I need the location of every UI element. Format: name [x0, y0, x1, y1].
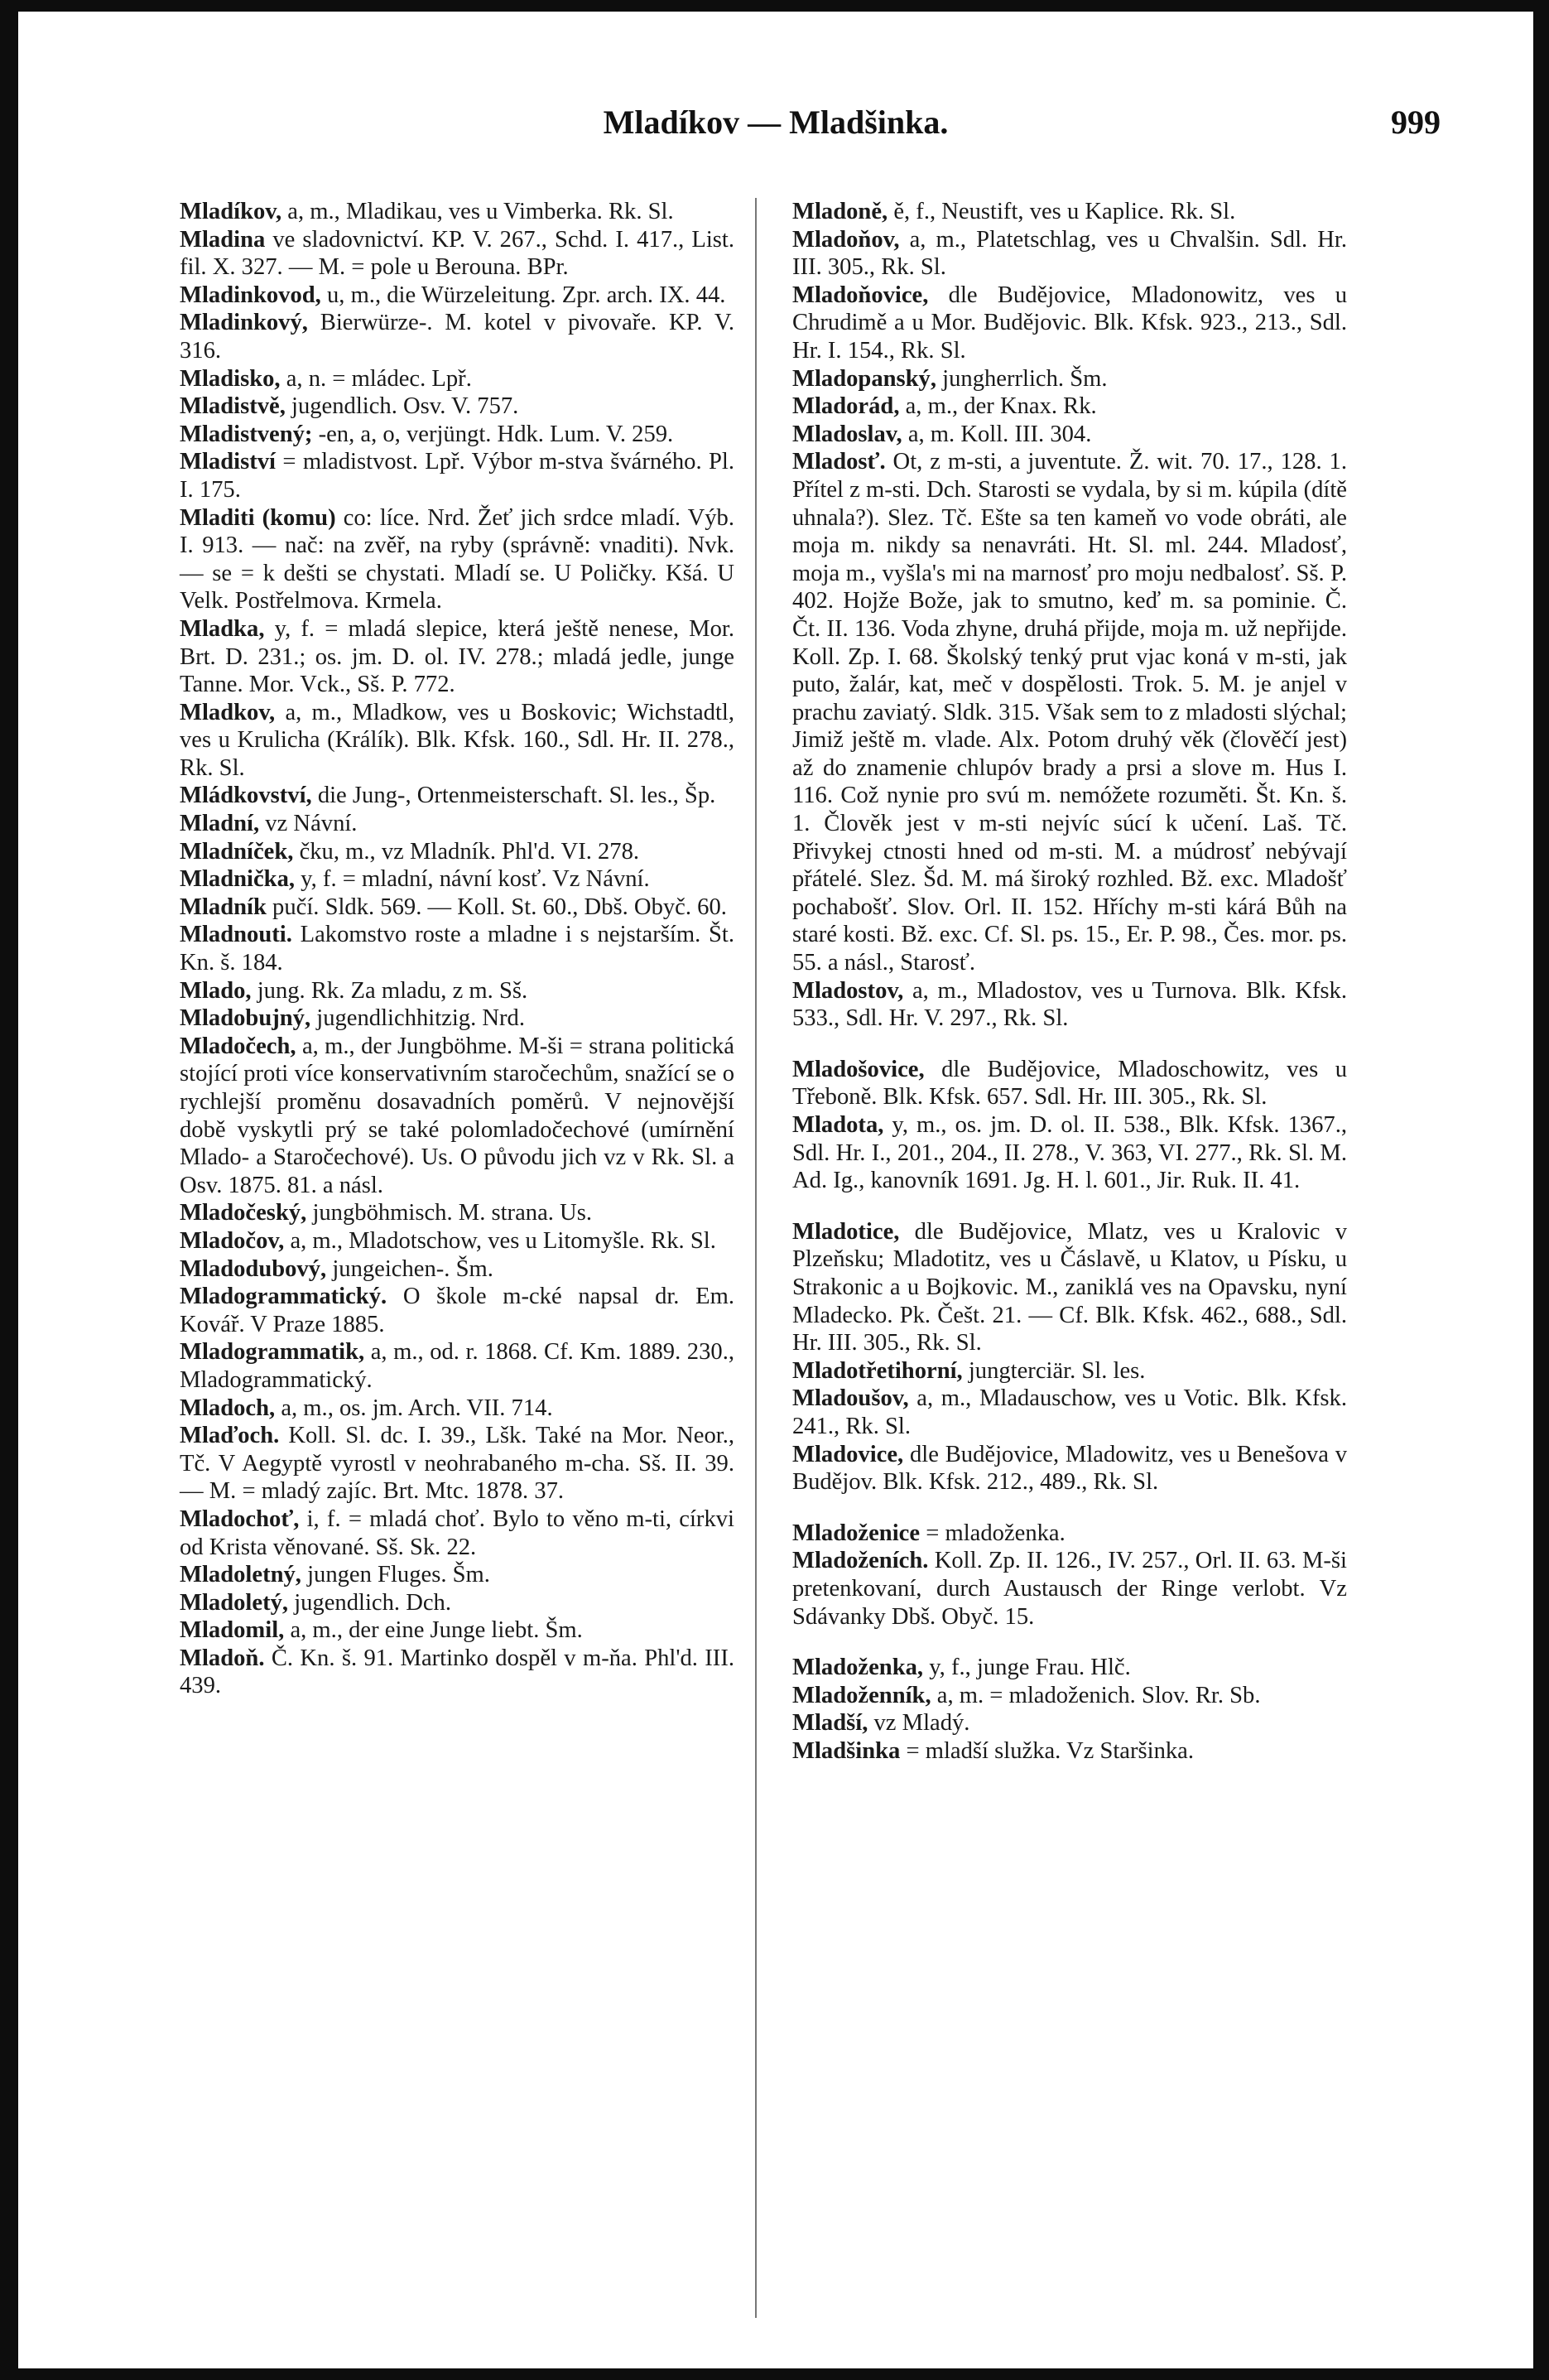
entry-text: a, m., der Jungböhme. M-ši = strana politická stojící proti více konservativním staročechům, snažící se o rychlejší proměnu dosavadních poměrů. V nejnovější době vyskytli prý se také polomladočechové (umírnění Mlado- a Staročechové). Us. O původu jich vz v Rk. Sl. a Osv. 1875. 81. a násl.: [180, 1033, 734, 1198]
entry-headword: Mladotřetihorní,: [792, 1357, 963, 1384]
dictionary-entry: [792, 1056, 1347, 1111]
dictionary-entry: [180, 448, 734, 503]
dictionary-entry: [180, 365, 734, 393]
entry-headword: Mladoň.: [180, 1645, 265, 1671]
entry-text: ě, f., Neustift, ves u Kaplice. Rk. Sl.: [888, 199, 1236, 224]
entry-headword: Mladoženka,: [792, 1655, 924, 1681]
entry-headword: Mladnouti.: [180, 922, 292, 948]
dictionary-entry: [792, 1682, 1347, 1710]
dictionary-entry: [180, 309, 734, 364]
column-divider: [755, 198, 757, 2318]
entry-text: Koll. Sl. dc. I. 39., Lšk. Také na Mor. Neor., Tč. V Aegyptě vyrostl v neohrabaného m-cha. Sš. II. 39. — M. = mladý zajíc. Brt. Mtc. 1878. 37.: [180, 1423, 734, 1505]
entry-text: = mladší služka. Vz Staršinka.: [900, 1737, 1195, 1764]
entry-text: pučí. Sldk. 569. — Koll. St. 60., Dbš. Obyč. 60.: [266, 894, 727, 920]
dictionary-entry: [792, 282, 1347, 365]
entry-headword: Mladorád,: [792, 393, 900, 420]
entry-headword: Mladovice,: [792, 1441, 904, 1467]
entry-headword: Mladoch,: [180, 1395, 276, 1421]
entry-text: jungherrlich. Šm.: [936, 365, 1108, 392]
entry-headword: Mladoženník,: [792, 1682, 931, 1708]
entry-headword: Mladisko,: [180, 365, 281, 392]
dictionary-entry: [792, 448, 1347, 976]
dictionary-entry: [792, 393, 1347, 421]
entry-text: y, f., junge Frau. Hlč.: [923, 1655, 1131, 1681]
dictionary-entry: [792, 198, 1347, 226]
entry-text: jungböhmisch. M. strana. Us.: [306, 1200, 592, 1226]
entry-text: die Jung-, Ortenmeisterschaft. Sl. les., Šp.: [311, 783, 716, 809]
entry-text: Bierwürze-. M. kotel v pivovaře. KP. V. 316.: [180, 310, 734, 364]
entry-text: a, m., Mladostov, ves u Turnova. Blk. Kfsk. 533., Sdl. Hr. V. 297., Rk. Sl.: [792, 977, 1347, 1032]
dictionary-entry: [180, 1395, 734, 1423]
entry-text: a, m., Mladotschow, ves u Litomyšle. Rk. Sl.: [284, 1227, 716, 1254]
entry-headword: Mladiství: [180, 449, 276, 475]
entry-headword: Mladinkový,: [180, 310, 308, 336]
entry-text: a, m., Mladkow, ves u Boskovic; Wichstadtl, ves u Krulicha (Králík). Blk. Kfsk. 160., Sdl. Hr. II. 278., Rk. Sl.: [180, 699, 734, 781]
entry-headword: Mladnička,: [180, 866, 296, 893]
entry-headword: Mladomil,: [180, 1617, 285, 1644]
entry-text: dle Budějovice, Mladowitz, ves u Benešova v Budějov. Blk. Kfsk. 212., 489., Rk. Sl.: [792, 1441, 1347, 1496]
entry-headword: Mladoženice: [792, 1520, 921, 1546]
entry-text: dle Budějovice, Mlatz, ves u Kralovic v Plzeňsku; Mladotitz, ves u Čáslavě, u Klatov, u Písku, u Strakonic a u Bojkovic. M., zaniklá ves na Opavsku, nyní Mladecko. Pk. Češt. 21. — Cf. Blk. Kfsk. 462., 688., Sdl. Hr. III. 305., Rk. Sl.: [792, 1218, 1347, 1356]
dictionary-entry: [180, 921, 734, 976]
entry-headword: Mladogrammatik,: [180, 1339, 365, 1366]
dictionary-entry: [180, 1005, 734, 1033]
entry-text: jungterciär. Sl. les.: [962, 1357, 1146, 1384]
entry-headword: Mladoušov,: [792, 1385, 909, 1412]
dictionary-entry: [792, 1547, 1347, 1631]
dictionary-entry: [180, 198, 734, 226]
entry-text: vz Návní.: [259, 811, 358, 837]
dictionary-entry: [792, 977, 1347, 1033]
entry-text: a, m., Platetschlag, ves u Chvalšin. Sdl. Hr. III. 305., Rk. Sl.: [792, 226, 1347, 281]
dictionary-entry: [792, 1111, 1347, 1195]
entry-headword: Mladistvě,: [180, 393, 286, 420]
dictionary-entry: [180, 1227, 734, 1255]
entry-text: a, m., der eine Junge liebt. Šm.: [284, 1617, 583, 1644]
dictionary-entry: [180, 894, 734, 922]
dictionary-entry: [180, 1616, 734, 1645]
page-number: 999: [1391, 104, 1441, 141]
entry-text: vz Mladý.: [868, 1710, 970, 1737]
entry-headword: Mladoňov,: [792, 226, 900, 253]
entry-headword: Mlado,: [180, 977, 252, 1004]
entry-headword: Mladošovice,: [792, 1056, 925, 1082]
entry-text: = mladoženka.: [920, 1520, 1066, 1546]
entry-text: a, m., os. jm. Arch. VII. 714.: [275, 1395, 553, 1421]
entry-text: a, m., Mladauschow, ves u Votic. Blk. Kfsk. 241., Rk. Sl.: [792, 1385, 1347, 1439]
entry-headword: Mlaďoch.: [180, 1423, 280, 1449]
entry-headword: Mladotice,: [792, 1218, 900, 1245]
dictionary-entry: [792, 1357, 1347, 1385]
entry-text: y, m., os. jm. D. ol. II. 538., Blk. Kfsk. 1367., Sdl. Hr. I., 201., 204., II. 278., V. 363, VI. 277., Rk. Sl. M. Ad. Ig., kanovník 1691. Jg. H. l. 601., Jir. Ruk. II. 41.: [792, 1112, 1347, 1194]
entry-headword: Mladinkovod,: [180, 282, 321, 308]
entry-headword: Mladoňovice,: [792, 282, 929, 308]
dictionary-entry: [180, 699, 734, 783]
entry-headword: Mladka,: [180, 615, 265, 642]
dictionary-entry: [180, 1506, 734, 1561]
dictionary-entry: [792, 1737, 1347, 1766]
entry-headword: Mladočeský,: [180, 1200, 307, 1226]
entry-headword: Mladodubový,: [180, 1255, 327, 1282]
entry-headword: Mladistvený;: [180, 421, 313, 447]
dictionary-entry: [180, 615, 734, 699]
dictionary-entry: [180, 393, 734, 421]
dictionary-entry: [180, 504, 734, 615]
right-column: [792, 198, 1347, 1765]
entry-text: -en, a, o, verjüngt. Hdk. Lum. V. 259.: [312, 421, 674, 447]
entry-headword: Mládkovství,: [180, 783, 312, 809]
dictionary-entry: [792, 1218, 1347, 1357]
dictionary-entry: [792, 1441, 1347, 1496]
dictionary-entry: [792, 1385, 1347, 1440]
entry-headword: Mladkov,: [180, 699, 276, 725]
dictionary-entry: [792, 1520, 1347, 1548]
dictionary-entry: [180, 838, 734, 866]
dictionary-entry: [180, 421, 734, 449]
dictionary-entry: [180, 810, 734, 838]
entry-headword: Mladosť.: [792, 449, 886, 475]
entry-text: jungeichen-. Šm.: [326, 1255, 493, 1282]
dictionary-entry: [792, 226, 1347, 282]
entry-headword: Mladníček,: [180, 838, 294, 865]
entry-headword: Mladočech,: [180, 1033, 296, 1059]
entry-headword: Mladogrammatický.: [180, 1284, 387, 1310]
dictionary-page: [18, 12, 1533, 2368]
dictionary-entry: [180, 977, 734, 1005]
entry-text: Lakomstvo roste a mladne i s nejstarším. Št. Kn. š. 184.: [180, 922, 734, 976]
entry-headword: Mladostov,: [792, 977, 904, 1004]
dictionary-entry: [180, 282, 734, 310]
entry-headword: Mladní,: [180, 811, 260, 837]
entry-headword: Mladoženích.: [792, 1548, 929, 1574]
entry-text: y, f. = mladá slepice, která ještě nenese, Mor. Brt. D. 231.; os. jm. D. ol. IV. 278.; mladá jedle, junge Tanne. Mor. Vck., Sš. P. 772.: [180, 615, 734, 698]
entry-text: y, f. = mladní, návní kosť. Vz Návní.: [295, 866, 650, 893]
entry-headword: Mladobujný,: [180, 1005, 311, 1032]
dictionary-entry: [180, 1645, 734, 1700]
entry-text: a, m., der Knax. Rk.: [899, 393, 1097, 420]
left-column: [180, 198, 734, 1700]
entry-text: O škole m-cké napsal dr. Em. Kovář. V Praze 1885.: [180, 1284, 734, 1337]
entry-text: jugendlich. Dch.: [288, 1589, 451, 1616]
entry-text: a, n. = mládec. Lpř.: [280, 365, 472, 392]
entry-text: a, m. = mladoženich. Slov. Rr. Sb.: [931, 1682, 1261, 1708]
entry-text: u, m., die Würzeleitung. Zpr. arch. IX. 44.: [320, 282, 726, 308]
entry-headword: Mladník: [180, 894, 267, 920]
entry-headword: Mladíkov,: [180, 199, 282, 224]
running-head: Mladíkov — Mladšinka.: [603, 104, 949, 141]
dictionary-entry: [792, 1654, 1347, 1682]
entry-text: = mladistvost. Lpř. Výbor m-stva švárného. Pl. I. 175.: [180, 449, 734, 503]
entry-headword: Mladoně,: [792, 199, 888, 224]
dictionary-entry: [180, 1561, 734, 1589]
entry-headword: Mladoslav,: [792, 421, 902, 447]
entry-text: i, f. = mladá choť. Bylo to věno m-ti, církvi od Krista věnované. Sš. Sk. 22.: [180, 1506, 734, 1560]
entry-text: a, m., Mladikau, ves u Vimberka. Rk. Sl.: [281, 199, 674, 224]
entry-text: ve sladovnictví. KP. V. 267., Schd. I. 417., List. fil. X. 327. — M. = pole u Berouna. BPr.: [180, 226, 734, 281]
entry-headword: Mladoletný,: [180, 1562, 301, 1588]
entry-text: a, m., od. r. 1868. Cf. Km. 1889. 230., Mladogrammatický.: [180, 1339, 734, 1393]
entry-text: co: líce. Nrd. Žeť jich srdce mladí. Výb. I. 913. — nač: na zvěř, na ryby (správně: vnaditi). Nvk. — se = k dešti se chystati. Mladí se. U Poličky. Kšá. U Velk. Postřelmova. Krmela.: [180, 504, 735, 614]
entry-headword: Mladota,: [792, 1112, 884, 1138]
entry-text: jung. Rk. Za mladu, z m. Sš.: [251, 977, 528, 1004]
entry-text: jugendlichhitzig. Nrd.: [310, 1005, 525, 1032]
entry-headword: Mladší,: [792, 1710, 868, 1737]
entry-text: čku, m., vz Mladník. Phl'd. VI. 278.: [293, 838, 640, 865]
entry-text: a, m. Koll. III. 304.: [902, 421, 1092, 447]
entry-text: Ot, z m-sti, a juventute. Ž. wit. 70. 17., 128. 1. Přítel z m-sti. Dch. Starosti se vydala, by si m. kúpila (dítě uhnala?). Slez. Tč. Ešte sa ten kameň vo vode obráti, ale moja m. nikdy sa nenavráti. Ht. Sl. ml. 244. Mladosť, moja m., vyšla's mi na marnosť pro moju nedbalosť. Sš. P. 402. Hojže Bože, jak to smutno, keď m. sa pominie. Č. Čt. II. 136. Voda zhyne, druhá přijde, moja m. už nepřijde. Koll. Zp. I. 68. Školský tenký prut vjac koná v m-sti, jak puto, žalár, kat, meč v dospělosti. Trok. 5. M. je anjel v prachu zaviatý. Sldk. 315. Však sem to z mladosti slýchal; Jimiž ještě m. vlade. Alx. Potom druhý věk (člověčí jest) až do znamenie chlupóv brady a prsi a slove m. Hus I. 116. Což nynie pro svú m. nemóžete rozuměti. Št. Kn. š. 1. Člověk jest v m-sti nejvíc súcí k učení. Laš. Tč. Přivykej ctnosti hned od m-sti. M. a múdrosť nebývají přátelé. Slez. Šd. M. má široký rozhled. Bž. exc. Mladošť pochabošť. Slov. Orl. II. 152. Hříchy m-sti kárá Bůh na staré kosti. Bž. exc. Cf. Sl. ps. 15., Er. P. 98., Čes. mor. ps. 55. a násl., Starosť.: [792, 449, 1347, 976]
dictionary-entry: [180, 1199, 734, 1227]
entry-headword: Mladina: [180, 226, 266, 253]
entry-headword: Mladopanský,: [792, 365, 937, 392]
dictionary-entry: [180, 1283, 734, 1338]
entry-headword: Mladoletý,: [180, 1589, 289, 1616]
entry-text: Koll. Zp. II. 126., IV. 257., Orl. II. 63. M-ši pretenkovaní, durch Austausch der Ringe verlobt. Vz Sdávanky Dbš. Obyč. 15.: [792, 1548, 1347, 1630]
dictionary-entry: [180, 1033, 734, 1200]
entry-headword: Mladochoť,: [180, 1506, 300, 1532]
entry-text: jugendlich. Osv. V. 757.: [285, 393, 519, 420]
dictionary-entry: [180, 1589, 734, 1617]
dictionary-entry: [180, 226, 734, 282]
dictionary-entry: [180, 1338, 734, 1394]
entry-headword: Mladočov,: [180, 1227, 285, 1254]
dictionary-entry: [180, 1422, 734, 1506]
dictionary-entry: [180, 865, 734, 894]
entry-headword: Mladšinka: [792, 1737, 901, 1764]
entry-text: dle Budějovice, Mladonowitz, ves u Chrudimě a u Mor. Budějovic. Blk. Kfsk. 923., 213., Sdl. Hr. I. 154., Rk. Sl.: [792, 282, 1347, 364]
dictionary-entry: [180, 1255, 734, 1284]
entry-text: dle Budějovice, Mladoschowitz, ves u Třeboně. Blk. Kfsk. 657. Sdl. Hr. III. 305., Rk. Sl.: [792, 1056, 1347, 1111]
dictionary-entry: [792, 365, 1347, 393]
dictionary-entry: [792, 421, 1347, 449]
dictionary-entry: [180, 782, 734, 810]
entry-headword: Mladiti (komu): [180, 504, 336, 531]
entry-text: Č. Kn. š. 91. Martinko dospěl v m-ňa. Phl'd. III. 439.: [180, 1645, 734, 1699]
entry-text: jungen Fluges. Šm.: [301, 1562, 490, 1588]
page-header: [18, 103, 1533, 152]
dictionary-entry: [792, 1709, 1347, 1737]
